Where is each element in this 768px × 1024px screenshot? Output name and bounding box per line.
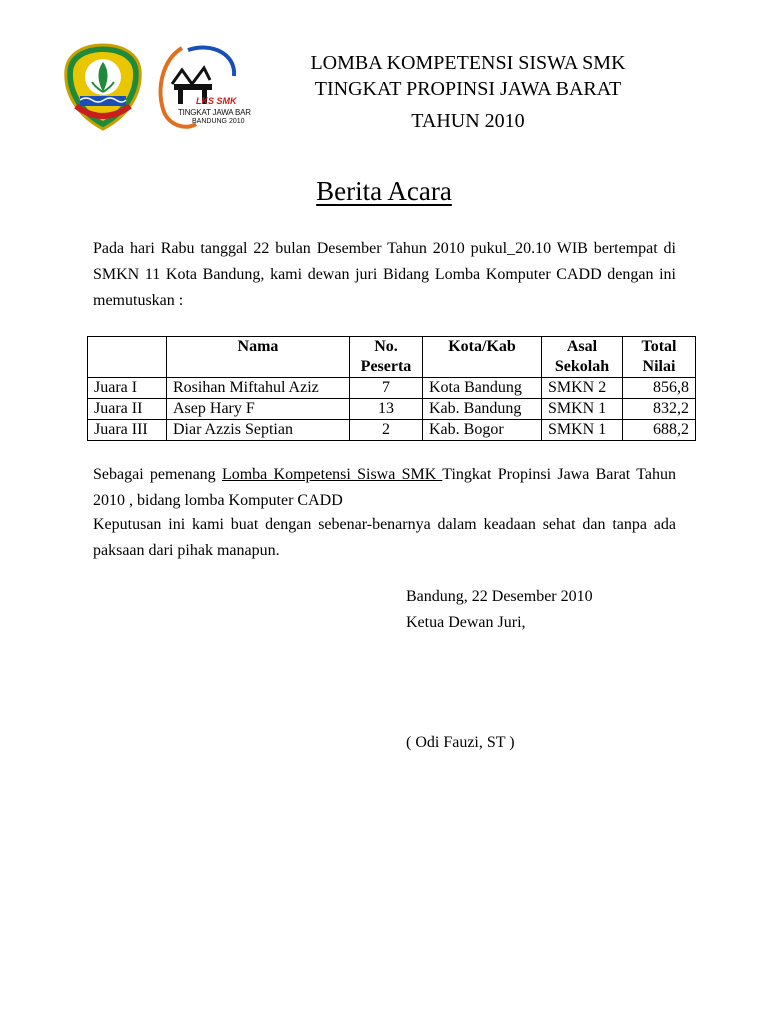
header-no [350,337,423,378]
signature-place-date: Bandung, 22 Desember 2010 [406,588,593,605]
statement-paragraph: Keputusan ini kami buat dengan sebenar-benarnya dalam keadaan sehat dan tanpa ada paksaan dari pihak manapun. [93,516,676,559]
intro-paragraph: Pada hari Rabu tanggal 22 bulan Desember Tahun 2010 pukul_20.10 WIB bertempat di SMKN 11 Kota Bandung, kami dewan juri Bidang Lomba Komputer CADD dengan ini memutuskan : [93,240,676,309]
header-nilai-line1: Total [641,338,677,355]
cell-kota: Kab. Bogor [423,420,542,441]
table-header-row [88,337,696,378]
cell-no: 2 [350,420,423,441]
cell-rank: Juara I [88,378,167,399]
logo-text-tingkat: TINGKAT JAWA BAR [178,108,251,117]
header-asal-line2: Sekolah [554,358,610,375]
table-row [88,420,696,441]
winner-prefix: Sebagai pemenang [93,466,222,483]
document-title: Berita Acara [316,176,452,206]
winner-underlined: Lomba Kompetensi Siswa SMK [221,466,443,483]
cell-name: Rosihan Miftahul Aziz [167,378,350,399]
cell-rank: Juara III [88,420,167,441]
signature-role: Ketua Dewan Juri, [406,614,526,631]
winner-paragraph [93,462,676,514]
winner-suffix: Tingkat Propinsi Jawa Barat Tahun 2010 , bidang lomba Komputer CADD [93,466,676,509]
cell-nilai: 832,2 [623,399,696,420]
header-asal-line1: Asal [566,338,598,355]
document-title-wrap [0,176,768,207]
table-row [88,399,696,420]
signature-name: ( Odi Fauzi, ST ) [406,734,515,751]
results-table [87,336,696,441]
header-no-line1: No. [374,338,398,355]
cell-no: 13 [350,399,423,420]
cell-name: Asep Hary F [167,399,350,420]
table-row [88,378,696,399]
lks-smk-logo-icon [152,40,252,132]
cell-asal: SMKN 2 [542,378,623,399]
cell-asal: SMKN 1 [542,399,623,420]
header-line-2: TINGKAT PROPINSI JAWA BARAT [314,78,622,100]
header-kota: Kota/Kab [423,337,542,378]
header-line-3: TAHUN 2010 [411,110,525,132]
header-nilai-line2: Nilai [642,358,676,375]
cell-name: Diar Azzis Septian [167,420,350,441]
header-no-line2: Peserta [360,358,412,375]
cell-nilai: 856,8 [623,378,696,399]
header-rank [88,337,167,378]
cell-no: 7 [350,378,423,399]
cell-rank: Juara II [88,399,167,420]
cell-nilai: 688,2 [623,420,696,441]
cell-kota: Kab. Bandung [423,399,542,420]
signature-block [406,584,593,636]
header-name: Nama [167,337,350,378]
logo-text-lks: LKS SMK [196,96,237,106]
letterhead [268,50,668,134]
header-asal [542,337,623,378]
cell-kota: Kota Bandung [423,378,542,399]
header-line-1: LOMBA KOMPETENSI SISWA SMK [310,52,626,74]
logo-text-bandung: BANDUNG 2010 [192,118,245,125]
header-nilai [623,337,696,378]
jawa-barat-emblem-icon [62,42,144,132]
cell-asal: SMKN 1 [542,420,623,441]
